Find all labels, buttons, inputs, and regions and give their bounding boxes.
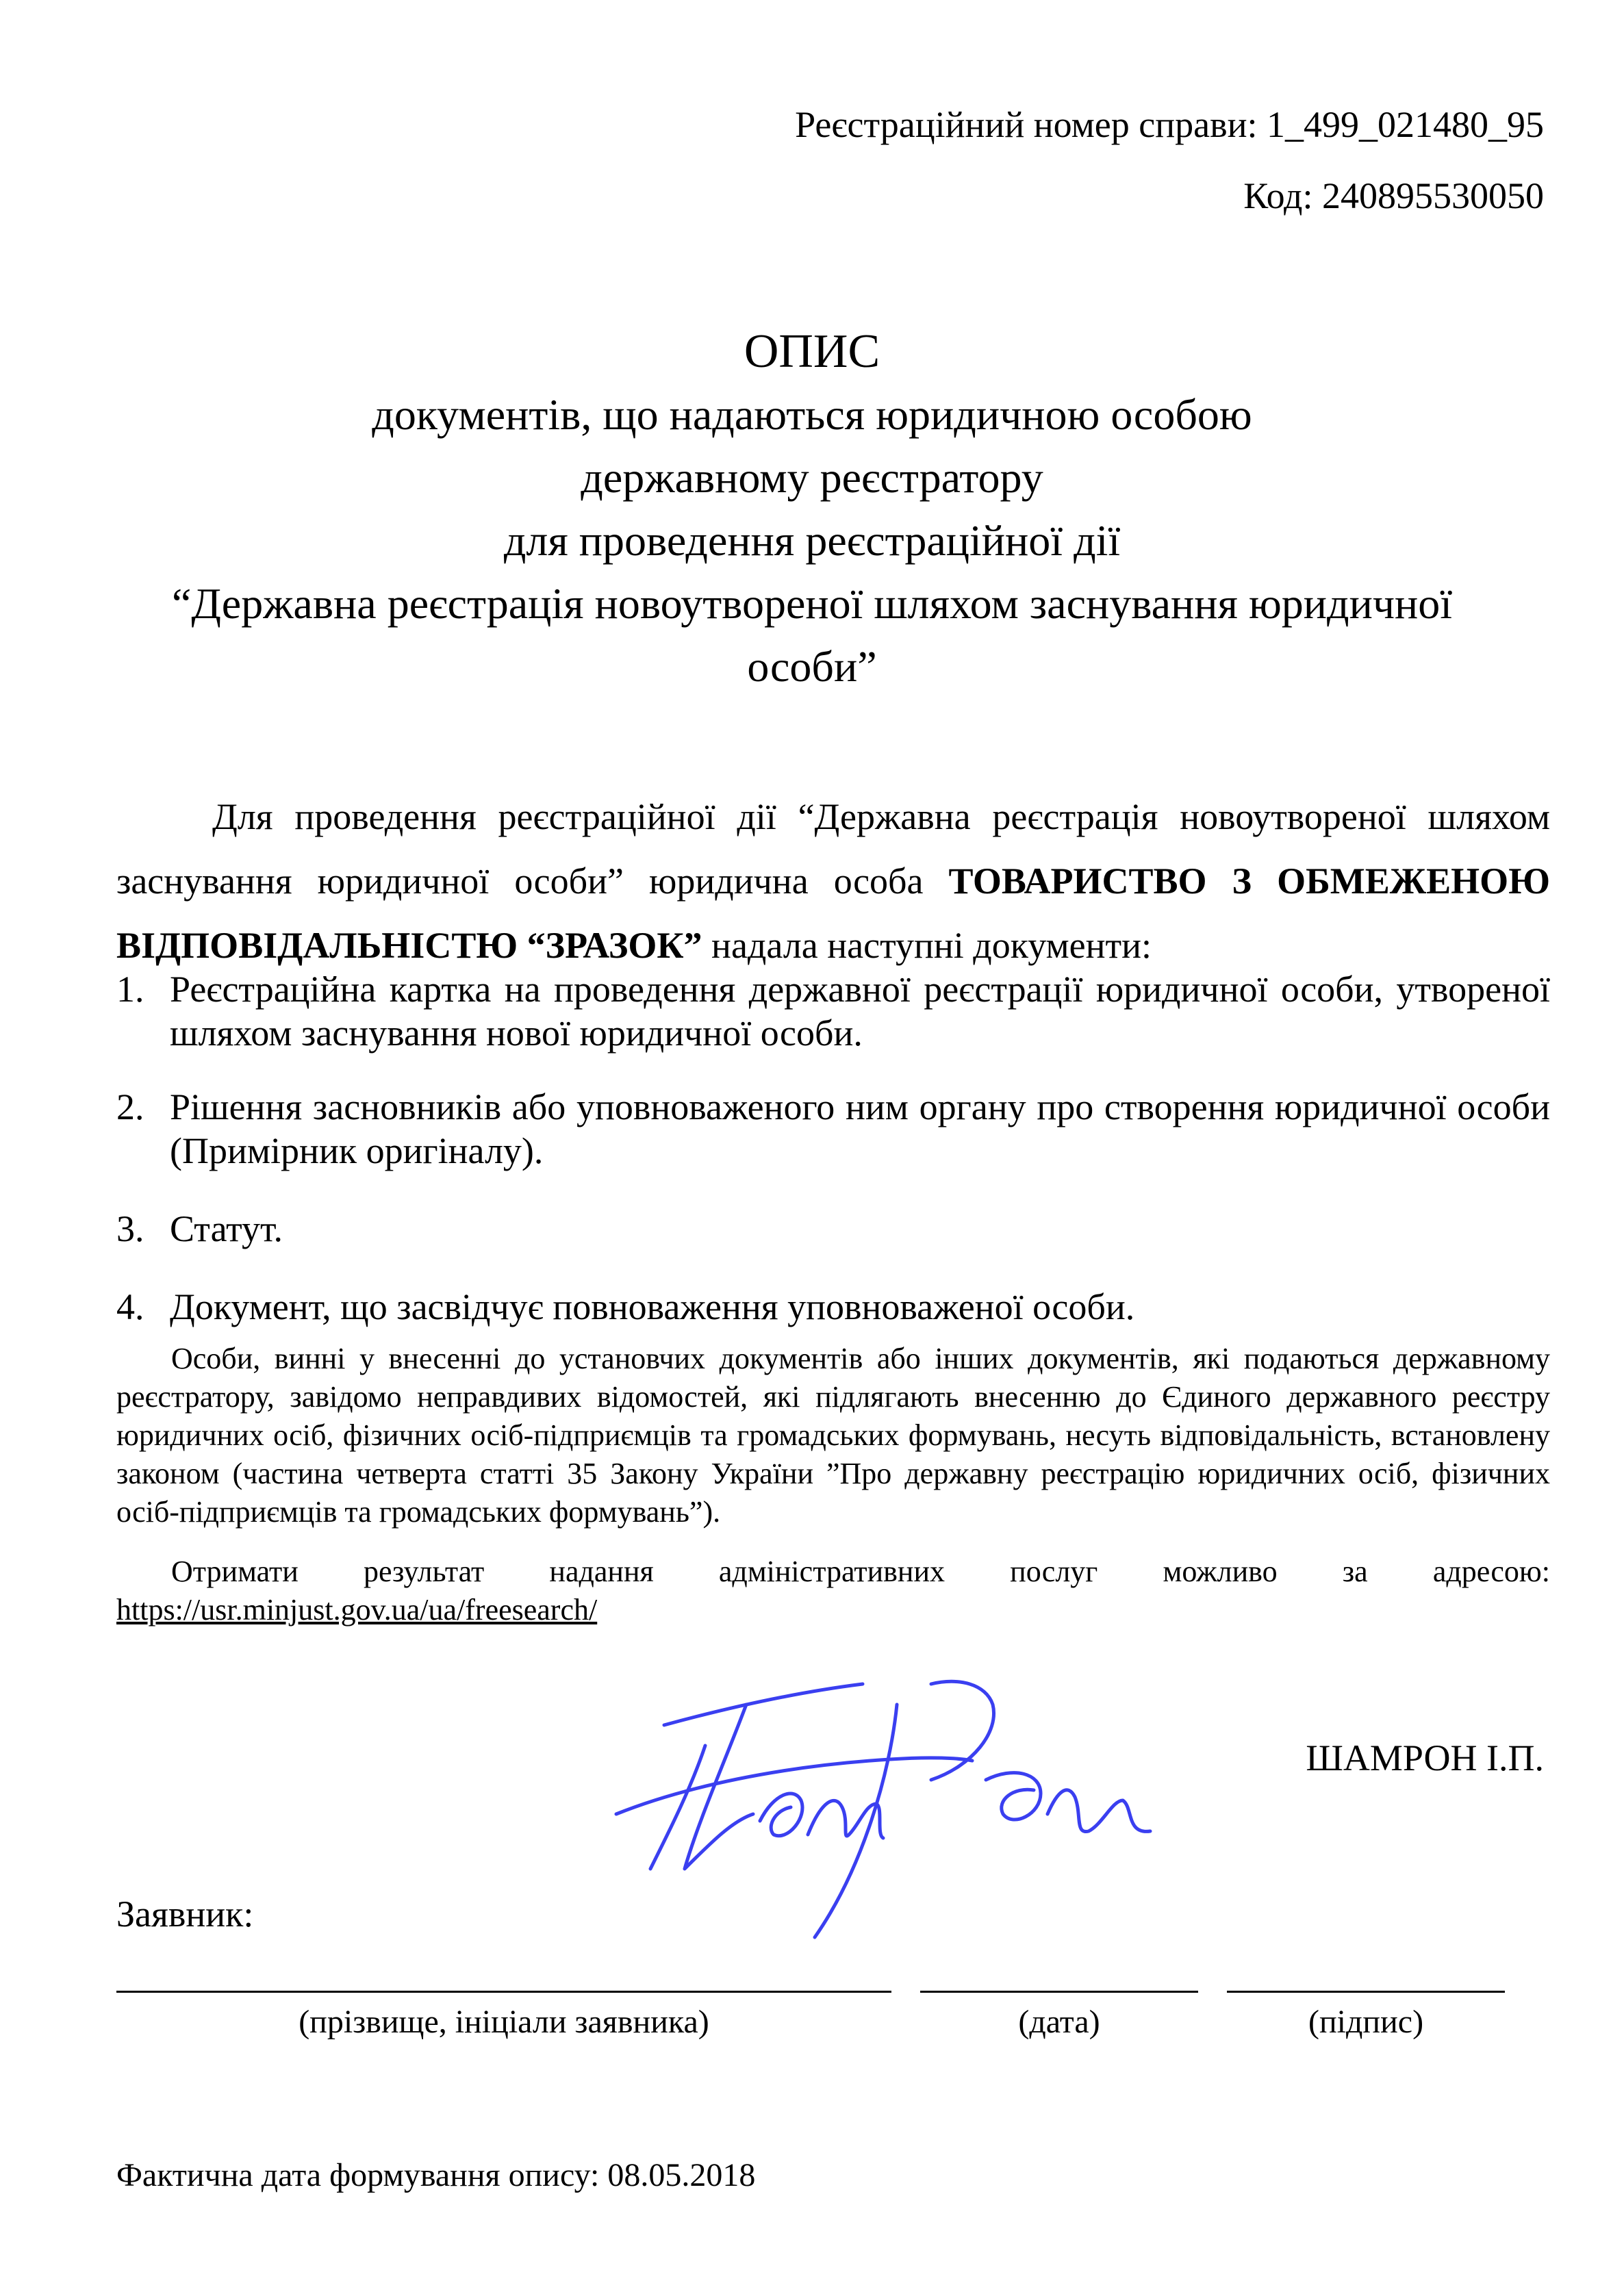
caption-signature: (підпис) xyxy=(1308,2004,1424,2040)
registration-number: Реєстраційний номер справи: 1_499_021480_95 xyxy=(795,104,1544,145)
title-line-3: державному реєстратору xyxy=(581,453,1043,502)
title-opys: ОПИС xyxy=(744,325,880,378)
applicant-label: Заявник: xyxy=(116,1893,254,1935)
result-info xyxy=(116,1553,1550,1629)
company-name: ТОВАРИСТВО З ОБМЕЖЕНОЮ ВІДПОВІДАЛЬНІСТЮ “ЗРАЗОК” xyxy=(116,860,1550,966)
list-item-text: Документ, що засвідчує повноваження уповноваженої особи. xyxy=(170,1286,1135,1327)
result-text: Отримати результат надання адміністративних послуг можливо за адресою: xyxy=(171,1555,1550,1588)
handwritten-signature xyxy=(602,1663,1164,1951)
title-line-4: для проведення реєстраційної дії xyxy=(503,516,1121,565)
document-title xyxy=(116,320,1508,698)
list-item-number: 2. xyxy=(116,1086,144,1127)
intro-text-after: надала наступні документи: xyxy=(702,925,1152,966)
freesearch-link[interactable]: https://usr.minjust.gov.ua/ua/freesearch/ xyxy=(116,1593,598,1627)
list-item-number: 4. xyxy=(116,1286,144,1327)
caption-date: (дата) xyxy=(1018,2004,1100,2040)
generation-date: Фактична дата формування опису: 08.05.2018 xyxy=(116,2157,756,2193)
list-item xyxy=(116,1085,1550,1173)
title-line-5: “Державна реєстрація новоутвореної шляхом заснування юридичної xyxy=(171,579,1453,628)
intro-text-before: Для проведення реєстраційної дії “Державна реєстрація новоутвореної шляхом заснування юридичної особи” юридична особа xyxy=(116,796,1550,902)
documents-list xyxy=(116,967,1550,1329)
caption-name: (прізвище, ініціали заявника) xyxy=(299,2004,709,2040)
document-code: Код: 240895530050 xyxy=(1243,175,1544,216)
title-line-6: особи” xyxy=(747,642,877,691)
list-item-text: Рішення засновників або уповноваженого ним органу про створення юридичної особи (Примірник оригіналу). xyxy=(170,1086,1550,1171)
date-underline xyxy=(920,1991,1198,1993)
signature-underline xyxy=(1227,1991,1505,1993)
list-item xyxy=(116,1207,1550,1251)
liability-note: Особи, винні у внесенні до установчих документів або інших документів, які подаються державному реєстратору, завідомо неправдивих відомостей, які підлягають внесенню до Єдиного державного реєстру юридичних осіб, фізичних осіб-підприємців та громадських формувань, несуть відповідальність, встановлену законом (частина четверта статті 35 Закону України ”Про державну реєстрацію юридичних осіб, фізичних осіб-підприємців та громадських формувань”). xyxy=(116,1342,1550,1529)
list-item-text: Реєстраційна картка на проведення державної реєстрації юридичної особи, утвореної шляхом заснування нової юридичної особи. xyxy=(170,969,1550,1054)
signer-name: ШАМРОН І.П. xyxy=(1306,1737,1544,1778)
list-item-number: 1. xyxy=(116,969,144,1010)
list-item-text: Статут. xyxy=(170,1208,283,1249)
list-item-number: 3. xyxy=(116,1208,144,1249)
title-line-2: документів, що надаються юридичною особою xyxy=(372,390,1252,439)
list-item xyxy=(116,967,1550,1055)
name-underline xyxy=(116,1991,891,1993)
intro-paragraph xyxy=(116,785,1550,978)
list-item xyxy=(116,1285,1550,1329)
